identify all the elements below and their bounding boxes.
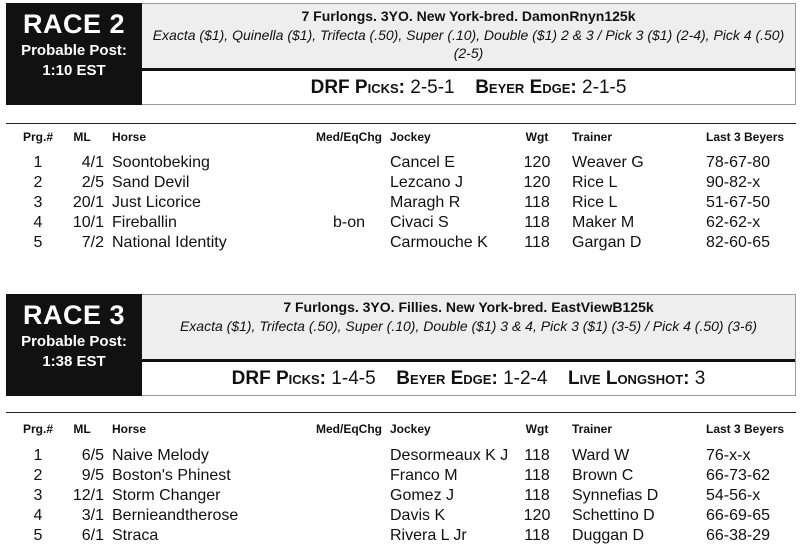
table-row [6, 467, 796, 487]
prg-number: 4 [33, 214, 43, 231]
wager-menu: Exacta ($1), Quinella ($1), Trifecta (.50), Super (.10), Double ($1) 2 & 3 / Pick 3 ($1) (2-4), Pick 4 (.50) (2-5) [152, 27, 785, 61]
trainer-name: Rice L [572, 174, 618, 191]
med-eq-change: b-on [332, 214, 366, 231]
morning-line: 3/1 [81, 507, 104, 524]
jockey-name: Desormeaux K J [390, 447, 509, 464]
col-wgt: Wgt [525, 130, 549, 144]
drf-picks-label: DRF Picks: [231, 368, 327, 389]
race-conditions [142, 4, 795, 71]
race-description: 7 Furlongs. 3YO. Fillies. New York-bred. EastViewB125k [283, 299, 654, 315]
morning-line: 20/1 [72, 194, 104, 211]
table-row [6, 507, 796, 527]
prg-number: 5 [33, 234, 43, 251]
race-info-box [142, 3, 796, 105]
race-3-section [6, 294, 796, 544]
jockey-name: Cancel E [390, 154, 455, 171]
weight: 120 [523, 174, 551, 191]
morning-line: 4/1 [81, 154, 104, 171]
jockey-name: Maragh R [390, 194, 461, 211]
col-horse: Horse [112, 422, 147, 436]
col-horse: Horse [112, 130, 147, 144]
col-beyers: Last 3 Beyers [706, 422, 785, 436]
col-med: Med/EqChg [316, 422, 382, 436]
morning-line: 2/5 [81, 174, 104, 191]
prg-number: 3 [33, 194, 43, 211]
race-number-block [6, 294, 142, 396]
horse-name: Fireballin [112, 214, 177, 231]
weight: 118 [524, 194, 550, 211]
beyer-figures: 51-67-50 [706, 194, 771, 211]
post-time: 1:10 EST [42, 62, 106, 79]
table-row [6, 154, 796, 174]
race-header [6, 3, 796, 105]
horse-name: Storm Changer [112, 487, 221, 504]
prg-number: 2 [33, 174, 43, 191]
post-label: Probable Post: [21, 42, 127, 59]
weight: 118 [524, 527, 550, 544]
picks-bar [142, 71, 795, 105]
jockey-name: Civaci S [390, 214, 449, 231]
drf-picks-value: 2-5-1 [410, 77, 455, 98]
beyer-figures: 66-73-62 [706, 467, 771, 484]
table-row [6, 527, 796, 547]
beyer-figures: 54-56-x [706, 487, 761, 504]
col-med: Med/EqChg [316, 130, 382, 144]
weight: 118 [524, 214, 550, 231]
horse-name: Boston's Phinest [112, 467, 231, 484]
picks-bar [142, 362, 795, 396]
race-title: RACE 3 [22, 300, 126, 330]
beyer-figures: 76-x-x [706, 447, 751, 464]
col-jockey: Jockey [390, 422, 431, 436]
drf-picks-value: 1-4-5 [331, 368, 376, 389]
race-2-section [6, 3, 796, 251]
jockey-name: Carmouche K [390, 234, 488, 251]
table-row [6, 487, 796, 507]
prg-number: 1 [33, 154, 43, 171]
table-row [6, 214, 796, 234]
prg-number: 2 [33, 467, 43, 484]
jockey-name: Franco M [390, 467, 458, 484]
col-trainer: Trainer [572, 130, 613, 144]
table-top-divider [6, 123, 796, 124]
weight: 118 [524, 467, 550, 484]
weight: 118 [524, 487, 550, 504]
trainer-name: Rice L [572, 194, 618, 211]
horse-name: Sand Devil [112, 174, 190, 191]
table-row [6, 174, 796, 194]
trainer-name: Ward W [572, 447, 630, 464]
col-wgt: Wgt [525, 422, 549, 436]
beyer-edge-label: Beyer Edge: [475, 77, 577, 98]
morning-line: 7/2 [81, 234, 104, 251]
weight: 120 [523, 154, 551, 171]
jockey-name: Gomez J [390, 487, 455, 504]
col-beyers: Last 3 Beyers [706, 130, 785, 144]
race-title: RACE 2 [22, 9, 126, 39]
horse-name: Naive Melody [112, 447, 209, 464]
morning-line: 10/1 [72, 214, 104, 231]
prg-number: 1 [33, 447, 43, 464]
beyer-figures: 78-67-80 [706, 154, 771, 171]
jockey-name: Rivera L Jr [390, 527, 467, 544]
beyer-edge-label: Beyer Edge: [396, 368, 498, 389]
beyer-figures: 62-62-x [706, 214, 761, 231]
beyer-figures: 66-69-65 [706, 507, 771, 524]
race-info-box [142, 294, 796, 396]
beyer-figures: 66-38-29 [706, 527, 771, 544]
post-time: 1:38 EST [42, 353, 106, 370]
jockey-name: Lezcano J [390, 174, 463, 191]
col-ml: ML [73, 130, 91, 144]
horse-name: Straca [112, 527, 159, 544]
col-jockey: Jockey [390, 130, 431, 144]
weight: 118 [524, 234, 550, 251]
morning-line: 12/1 [72, 487, 104, 504]
race-description: 7 Furlongs. 3YO. New York-bred. DamonRnyn125k [301, 8, 636, 24]
col-ml: ML [73, 422, 91, 436]
race-conditions [142, 295, 795, 362]
trainer-name: Weaver G [572, 154, 644, 171]
table-row [6, 194, 796, 214]
trainer-name: Maker M [572, 214, 635, 231]
horse-name: Just Licorice [112, 194, 201, 211]
beyer-figures: 82-60-65 [706, 234, 771, 251]
table-row [6, 234, 796, 254]
beyer-figures: 90-82-x [706, 174, 761, 191]
prg-number: 4 [33, 507, 43, 524]
morning-line: 6/1 [81, 527, 104, 544]
horse-name: National Identity [112, 234, 227, 251]
morning-line: 9/5 [81, 467, 104, 484]
horse-name: Soontobeking [112, 154, 210, 171]
prg-number: 5 [33, 527, 43, 544]
live-longshot-label: Live Longshot: [568, 368, 690, 389]
weight: 118 [524, 447, 550, 464]
trainer-name: Synnefias D [572, 487, 659, 504]
col-trainer: Trainer [572, 422, 613, 436]
table-top-divider [6, 412, 796, 413]
table-row [6, 447, 796, 467]
live-longshot-value: 3 [694, 368, 706, 389]
entries-header [6, 130, 796, 148]
trainer-name: Duggan D [572, 527, 645, 544]
entries-header [6, 422, 796, 440]
trainer-name: Schettino D [572, 507, 655, 524]
beyer-edge-value: 2-1-5 [582, 77, 627, 98]
jockey-name: Davis K [390, 507, 446, 524]
post-label: Probable Post: [21, 333, 127, 350]
race-header [6, 294, 796, 396]
beyer-edge-value: 1-2-4 [503, 368, 548, 389]
drf-picks-label: DRF Picks: [310, 77, 405, 98]
weight: 120 [523, 507, 551, 524]
horse-name: Bernieandtherose [112, 507, 239, 524]
trainer-name: Brown C [572, 467, 634, 484]
morning-line: 6/5 [81, 447, 104, 464]
trainer-name: Gargan D [572, 234, 642, 251]
col-prg: Prg.# [22, 422, 53, 436]
wager-menu: Exacta ($1), Trifecta (.50), Super (.10), Double ($1) 3 & 4, Pick 3 ($1) (3-5) / Pick 4 (.50) (3-6) [179, 318, 758, 334]
prg-number: 3 [33, 487, 43, 504]
race-number-block [6, 3, 142, 105]
col-prg: Prg.# [22, 130, 53, 144]
